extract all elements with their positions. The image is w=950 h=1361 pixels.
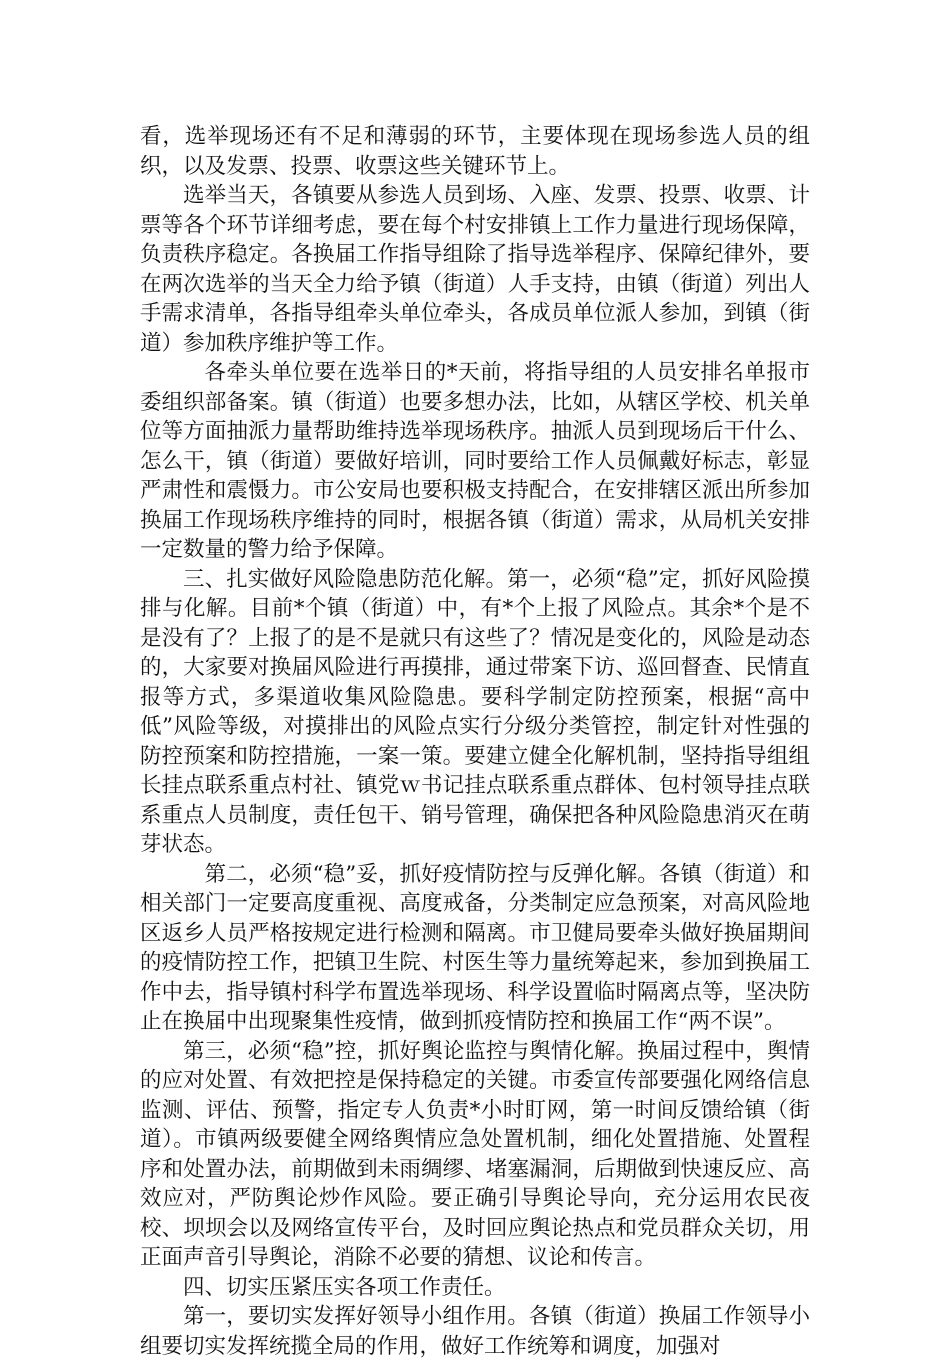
section-heading-four: 四、切实压紧压实各项工作责任。: [183, 1274, 506, 1300]
paragraph-election-day: 选举当天，各镇要从参选人员到场、入座、发票、投票、收票、计票等各个环节详细考虑，要在每个村安排镇上工作力量进行现场保障，负责秩序稳定。各换届工作指导组除了指导选举程序、保障纪律外，要在两次选举的当天全力给予镇（街道）人手支持，由镇（街道）列出人手需求清单，各指导组牵头单位牵头，各成员单位派人参加，到镇（街道）参加秩序维护等工作。: [140, 183, 810, 356]
document-body: [140, 122, 810, 1361]
paragraph-continuation: 看，选举现场还有不足和薄弱的环节，主要体现在现场参选人员的组织，以及发票、投票、收票这些关键环节上。: [140, 124, 810, 179]
paragraph-section-three: 三、扎实做好风险隐患防范化解。第一，必须“稳”定，抓好风险摸排与化解。目前*个镇（街道）中，有*个上报了风险点。其余*个是不是没有了？上报了的是不是就只有这些了？情况是变化的，风险是动态的，大家要对换届风险进行再摸排，通过带案下访、巡回督查、民情直报等方式，多渠道收集风险隐患。要科学制定防控预案，根据“高中低”风险等级，对摸排出的风险点实行分级分类管控，制定针对性强的防控预案和防控措施，一案一策。要建立健全化解机制，坚持指导组组长挂点联系重点村社、镇党ｗ书记挂点联系重点群体、包村领导挂点联系重点人员制度，责任包干、销号管理，确保把各种风险隐患消灭在萌芽状态。: [140, 566, 810, 857]
paragraph-public-opinion: 第三，必须“稳”控，抓好舆论监控与舆情化解。换届过程中，舆情的应对处置、有效把控是保持稳定的关键。市委宣传部要强化网络信息监测、评估、预警，指定专人负责*小时盯网，第一时间反馈给镇（街道）。市镇两级要健全网络舆情应急处置机制，细化处置措施、处置程序和处置办法，前期做到未雨绸缪、堵塞漏洞，后期做到快速反应、高效应对，严防舆论炒作风险。要正确引导舆论导向，充分运用农民夜校、坝坝会以及网络宣传平台，及时回应舆论热点和党员群众关切，用正面声音引导舆论，消除不必要的猜想、议论和传言。: [140, 1038, 810, 1270]
paragraph-leadership-group: 第一，要切实发挥好领导小组作用。各镇（街道）换届工作领导小组要切实发挥统揽全局的作用，做好工作统筹和调度，加强对: [140, 1304, 810, 1359]
paragraph-lead-units: 各牵头单位要在选举日的*天前，将指导组的人员安排名单报市委组织部备案。镇（街道）也要多想办法，比如，从辖区学校、机关单位等方面抽派力量帮助维持选举现场秩序。抽派人员到现场后干什么、怎么干，镇（街道）要做好培训，同时要给工作人员佩戴好标志，彰显严肃性和震慑力。市公安局也要积极支持配合，在安排辖区派出所参加换届工作现场秩序维持的同时，根据各镇（街道）需求，从局机关安排一定数量的警力给予保障。: [140, 360, 810, 562]
paragraph-epidemic-control: 第二，必须“稳”妥，抓好疫情防控与反弹化解。各镇（街道）和相关部门一定要高度重视、高度戒备，分类制定应急预案，对高风险地区返乡人员严格按规定进行检测和隔离。市卫健局要牵头做好换届期间的疫情防控工作，把镇卫生院、村医生等力量统筹起来，参加到换届工作中去，指导镇村科学布置选举现场、科学设置临时隔离点等，坚决防止在换届中出现聚集性疫情，做到抓疫情防控和换届工作“两不误”。: [140, 861, 810, 1034]
